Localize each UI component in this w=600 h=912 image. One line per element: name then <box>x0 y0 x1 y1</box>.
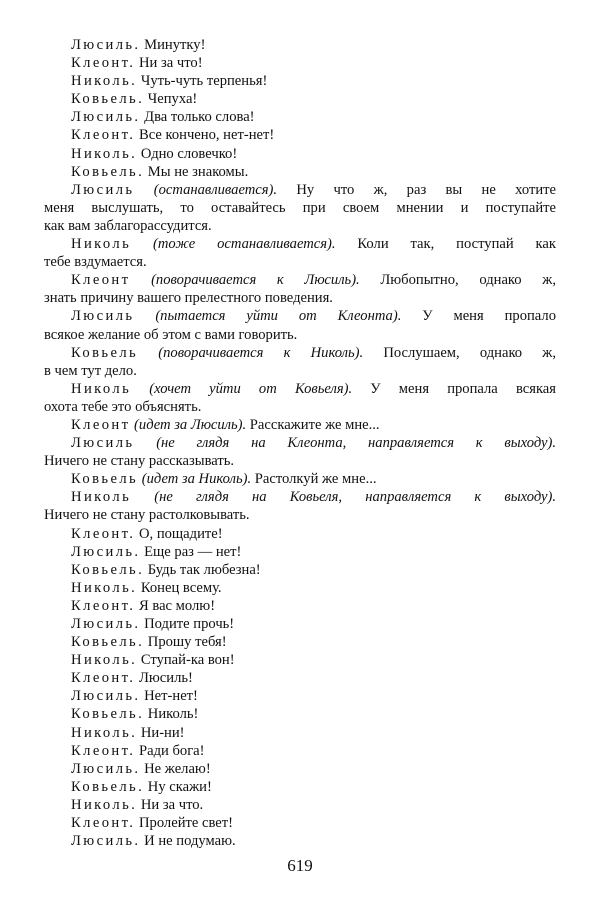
stage-direction: (идет за Люсиль). <box>130 416 247 433</box>
dialogue-line <box>44 163 556 181</box>
line-text: Минутку! <box>140 37 206 53</box>
speaker-name: Ковьель. <box>71 561 145 578</box>
line-text: Конец всему. <box>137 579 222 596</box>
speaker-name: Клеонт. <box>71 127 136 144</box>
dialogue-line <box>44 705 556 723</box>
stage-direction: (поворачивается к Люсиль). <box>130 272 360 289</box>
dialogue-line <box>44 724 556 742</box>
dialogue-line <box>44 108 556 126</box>
speaker-name: Николь. <box>71 73 138 90</box>
stage-direction: (не глядя на Клеонта, направляется к выходу). <box>134 435 556 452</box>
speaker-name: Люсиль. <box>71 109 141 126</box>
line-text: Я вас молю! <box>135 597 216 614</box>
continuation-line <box>44 326 556 344</box>
speaker-name: Николь <box>71 380 132 397</box>
dialogue-line <box>44 271 556 289</box>
speaker-name: Ковьель <box>71 344 139 361</box>
dialogue-line <box>44 525 556 543</box>
speaker-name: Клеонт. <box>71 742 136 759</box>
line-text: О, пощадите! <box>135 525 223 542</box>
speaker-name: Клеонт. <box>71 55 136 72</box>
speaker-name: Ковьель. <box>71 778 145 795</box>
dialogue-line <box>44 796 556 814</box>
line-text: меня выслушать, то оставайтесь при своем мнении и поступайте <box>44 199 556 216</box>
dialogue-line <box>44 597 556 615</box>
speaker-name: Люсиль <box>71 435 135 452</box>
stage-direction: (останавливается). <box>134 181 278 198</box>
line-text: Коли так, поступай как <box>335 236 556 253</box>
page-number: 619 <box>287 856 313 875</box>
line-text: Все кончено, нет-нет! <box>135 127 275 144</box>
speaker-name: Люсиль. <box>71 543 141 560</box>
line-text: знать причину вашего прелестного поведения. <box>44 290 333 307</box>
dialogue-line <box>44 488 556 506</box>
dialogue-line <box>44 651 556 669</box>
line-text: Ни за что. <box>137 796 204 813</box>
speaker-name: Клеонт <box>71 416 131 433</box>
dialogue-line <box>44 181 556 199</box>
line-text: Люсиль! <box>135 670 193 687</box>
speaker-name: Клеонт. <box>71 525 136 542</box>
stage-direction: (хочет уйти от Ковьеля). <box>131 380 353 397</box>
dialogue-line <box>44 760 556 778</box>
speaker-name: Люсиль. <box>71 688 141 705</box>
dialogue-line <box>44 633 556 651</box>
dialogue-line <box>44 380 556 398</box>
speaker-name: Николь <box>71 489 132 506</box>
dialogue-line <box>44 742 556 760</box>
dialogue-line <box>44 579 556 597</box>
dialogue-line <box>44 561 556 579</box>
line-text: Мы не знакомы. <box>144 163 249 180</box>
dialogue-line <box>44 344 556 362</box>
line-text: Чепуха! <box>144 91 198 108</box>
line-text: Ни-ни! <box>137 724 185 741</box>
speaker-name: Люсиль <box>71 181 135 198</box>
continuation-line <box>44 362 556 380</box>
speaker-name: Люсиль. <box>71 37 141 53</box>
speaker-name: Люсиль <box>71 308 135 325</box>
dialogue-line <box>44 470 556 488</box>
line-text: Ради бога! <box>135 742 205 759</box>
speaker-name: Николь. <box>71 652 138 669</box>
line-text: Пролейте свет! <box>135 815 234 832</box>
dialogue-line <box>44 90 556 108</box>
dialogue-line <box>44 832 556 850</box>
line-text: Два только слова! <box>140 109 255 126</box>
continuation-line <box>44 217 556 235</box>
stage-direction: (пытается уйти от Клеонта). <box>134 308 402 325</box>
line-text: охота тебе это объяснять. <box>44 398 202 415</box>
speaker-name: Ковьель. <box>71 706 145 723</box>
speaker-name: Ковьель. <box>71 163 145 180</box>
speaker-name: Николь. <box>71 724 138 741</box>
stage-direction: (идет за Николь). <box>138 471 252 488</box>
speaker-name: Николь. <box>71 579 138 596</box>
line-text: как вам заблагорассудится. <box>44 217 212 234</box>
line-text: Ну что ж, раз вы не хотите <box>277 181 556 198</box>
dialogue-line <box>44 235 556 253</box>
continuation-line <box>44 452 556 470</box>
line-text: тебе вздумается. <box>44 254 147 271</box>
continuation-line <box>44 289 556 307</box>
continuation-line <box>44 199 556 217</box>
dialogue-line <box>44 416 556 434</box>
line-text: Ступай-ка вон! <box>137 652 235 669</box>
line-text: Прошу тебя! <box>144 634 227 651</box>
dialogue-line <box>44 615 556 633</box>
dialogue-line <box>44 814 556 832</box>
line-text: Подите прочь! <box>140 616 235 632</box>
line-text: всякое желание об этом с вами говорить. <box>44 326 298 343</box>
line-text: в чем тут дело. <box>44 362 137 379</box>
line-text: У меня пропало <box>401 308 556 325</box>
dialogue-line <box>44 126 556 144</box>
line-text: Ничего не стану рассказывать. <box>44 453 235 470</box>
line-text: Ну скажи! <box>144 778 212 795</box>
line-text: Любопытно, однако ж, <box>359 272 556 289</box>
line-text: Нет-нет! <box>140 688 198 705</box>
line-text: Одно словечко! <box>137 145 238 162</box>
speaker-name: Люсиль. <box>71 760 141 777</box>
dialogue-line <box>44 54 556 72</box>
dialogue-line <box>44 778 556 796</box>
stage-direction: (поворачивается к Николь). <box>138 344 364 361</box>
line-text: И не подумаю. <box>140 833 236 850</box>
line-text: Послушаем, однако ж, <box>363 344 557 361</box>
page-text <box>44 36 556 850</box>
speaker-name: Николь. <box>71 796 138 813</box>
line-text: Расскажите же мне... <box>246 416 380 433</box>
line-text: Чуть-чуть терпенья! <box>137 73 268 90</box>
speaker-name: Клеонт. <box>71 815 136 832</box>
speaker-name: Ковьель. <box>71 91 145 108</box>
speaker-name: Ковьель <box>71 471 139 488</box>
continuation-line <box>44 253 556 271</box>
dialogue-line <box>44 434 556 452</box>
line-text: У меня пропала всякая <box>352 380 556 397</box>
stage-direction: (тоже останавливается). <box>131 236 336 253</box>
speaker-name: Клеонт. <box>71 670 136 687</box>
dialogue-line <box>44 307 556 325</box>
line-text: Еще раз — нет! <box>140 543 242 560</box>
speaker-name: Николь. <box>71 145 138 162</box>
speaker-name: Клеонт. <box>71 597 136 614</box>
dialogue-line <box>44 72 556 90</box>
speaker-name: Николь <box>71 236 132 253</box>
line-text: Николь! <box>144 706 199 723</box>
line-text: Растолкуй же мне... <box>251 471 377 488</box>
dialogue-line <box>44 687 556 705</box>
speaker-name: Клеонт <box>71 272 131 289</box>
dialogue-line <box>44 36 556 54</box>
dialogue-line <box>44 543 556 561</box>
line-text: Будь так любезна! <box>144 561 261 578</box>
line-text: Ничего не стану растолковывать. <box>44 507 250 524</box>
continuation-line <box>44 398 556 416</box>
continuation-line <box>44 506 556 524</box>
speaker-name: Люсиль. <box>71 616 141 632</box>
speaker-name: Люсиль. <box>71 833 141 850</box>
dialogue-line <box>44 669 556 687</box>
stage-direction: (не глядя на Ковьеля, направляется к выходу). <box>131 489 556 506</box>
speaker-name: Ковьель. <box>71 634 145 651</box>
line-text: Ни за что! <box>135 55 203 72</box>
line-text: Не желаю! <box>140 760 211 777</box>
dialogue-line <box>44 145 556 163</box>
